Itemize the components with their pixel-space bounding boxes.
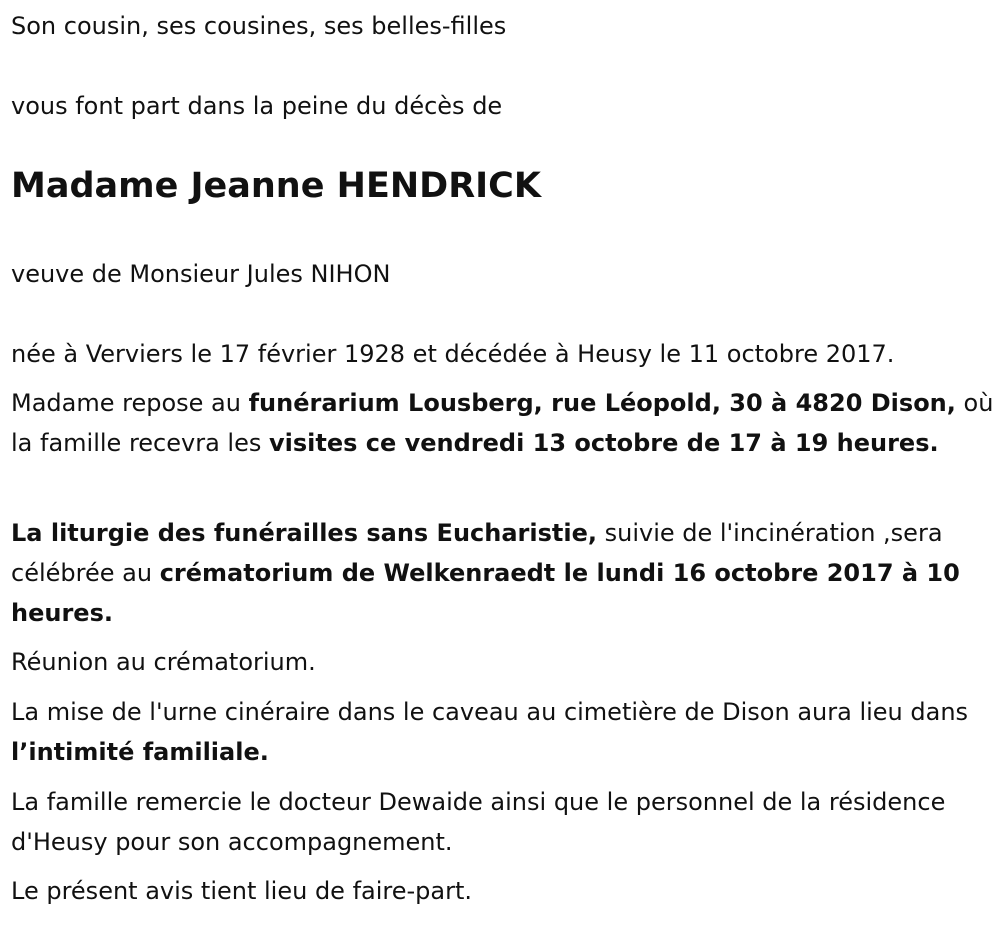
ceremony-details: crématorium de Welkenraedt le lundi 16 octobre 2017 à 10 heures. (11, 559, 960, 627)
urn-privacy: l’intimité familiale. (11, 738, 269, 766)
liturgy-text: suivie de l'incinération ,sera célébrée au (11, 519, 943, 587)
liturgy-paragraph (11, 513, 996, 633)
widow-line: veuve de Monsieur Jules NIHON (11, 260, 391, 288)
repose-text-2: où la famille recevra les (11, 389, 994, 457)
announcement-line: vous font part dans la peine du décès de (11, 92, 503, 120)
thanks-paragraph: La famille remercie le docteur Dewaide ainsi que le personnel de la résidence d'Heusy pour son accompagnement. (11, 788, 946, 856)
repose-text-1: Madame repose au (11, 389, 249, 417)
deceased-name: Madame Jeanne HENDRICK (11, 166, 541, 206)
birth-death-line: née à Verviers le 17 février 1928 et décédée à Heusy le 11 octobre 2017. (11, 340, 895, 368)
urn-text: La mise de l'urne cinéraire dans le caveau au cimetière de Dison aura lieu dans (11, 698, 969, 726)
notice-line: Le présent avis tient lieu de faire-part. (11, 877, 473, 905)
urn-paragraph (11, 692, 971, 772)
reunion-line: Réunion au crématorium. (11, 648, 316, 676)
intro-line: Son cousin, ses cousines, ses belles-filles (11, 12, 507, 40)
repose-paragraph (11, 383, 996, 463)
repose-location: funérarium Lousberg, rue Léopold, 30 à 4820 Dison, (248, 389, 956, 417)
visiting-hours: visites ce vendredi 13 octobre de 17 à 19 heures. (268, 429, 939, 457)
liturgy-title: La liturgie des funérailles sans Eucharistie, (11, 519, 597, 547)
